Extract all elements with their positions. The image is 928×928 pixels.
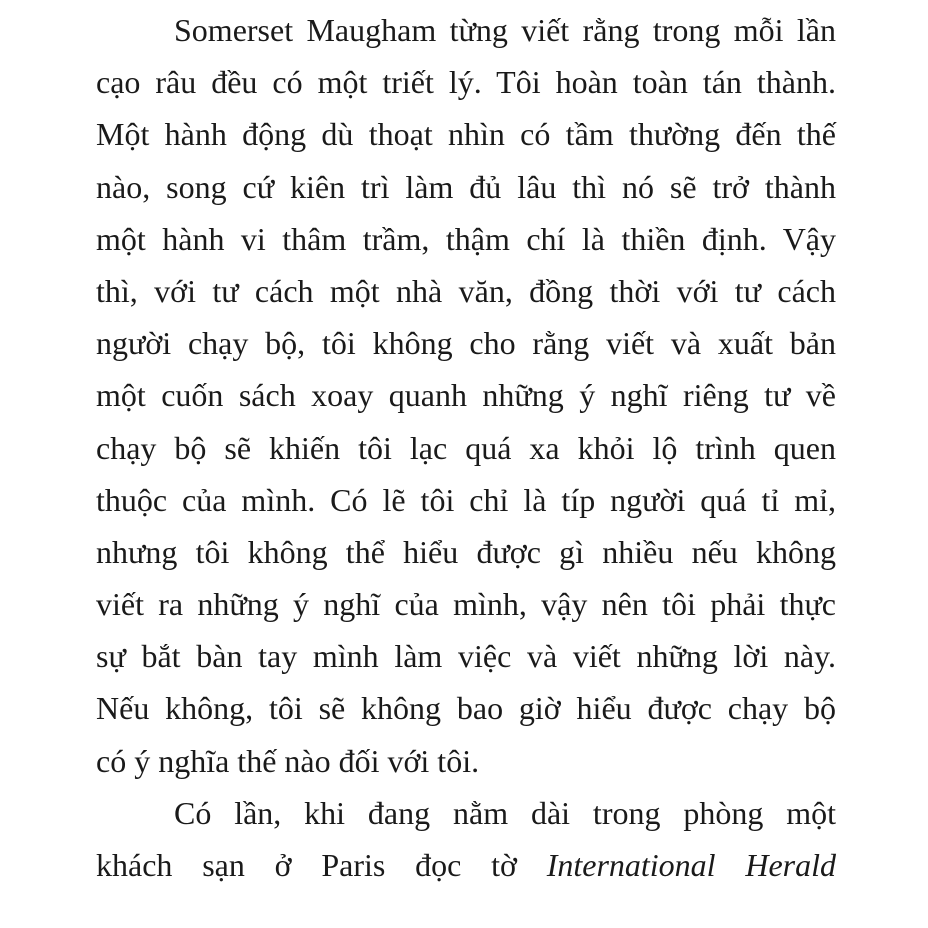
text-line: có ý nghĩa thế nào đối với tôi. (96, 742, 480, 779)
text-line: thì, với tư cách một nhà văn, đồng thời với tư cách (96, 272, 836, 309)
text-line: viết ra những ý nghĩ của mình, vậy nên tôi phải thực (96, 586, 836, 623)
text-line: một cuốn sách xoay quanh những ý nghĩ riêng tư về (96, 377, 836, 414)
text-line: một hành vi thâm trầm, thậm chí là thiền định. Vậy (96, 220, 836, 257)
text-line: người chạy bộ, tôi không cho rằng viết và xuất bản (96, 325, 836, 362)
text-line-with-italic (96, 839, 836, 891)
text-line: chạy bộ sẽ khiến tôi lạc quá xa khỏi lộ trình quen (96, 429, 836, 466)
body-text (96, 4, 836, 891)
text-segment: khách sạn ở Paris đọc tờ (96, 847, 517, 883)
text-line: thuộc của mình. Có lẽ tôi chỉ là típ người quá tỉ mỉ, (96, 481, 836, 518)
text-line: sự bắt bàn tay mình làm việc và viết những lời này. (96, 638, 836, 675)
text-line: Một hành động dù thoạt nhìn có tầm thường đến thế (96, 116, 836, 153)
text-line: Somerset Maugham từng viết rằng trong mỗi lần (174, 12, 836, 48)
newspaper-title: International Herald (546, 847, 836, 883)
text-line: cạo râu đều có một triết lý. Tôi hoàn toàn tán thành. (96, 64, 836, 101)
text-line: Có lần, khi đang nằm dài trong phòng một (174, 794, 836, 831)
text-line: nhưng tôi không thể hiểu được gì nhiều nếu không (96, 533, 836, 570)
text-line: nào, song cứ kiên trì làm đủ lâu thì nó sẽ trở thành (96, 168, 836, 205)
text-line: Nếu không, tôi sẽ không bao giờ hiểu được chạy bộ (96, 690, 836, 727)
